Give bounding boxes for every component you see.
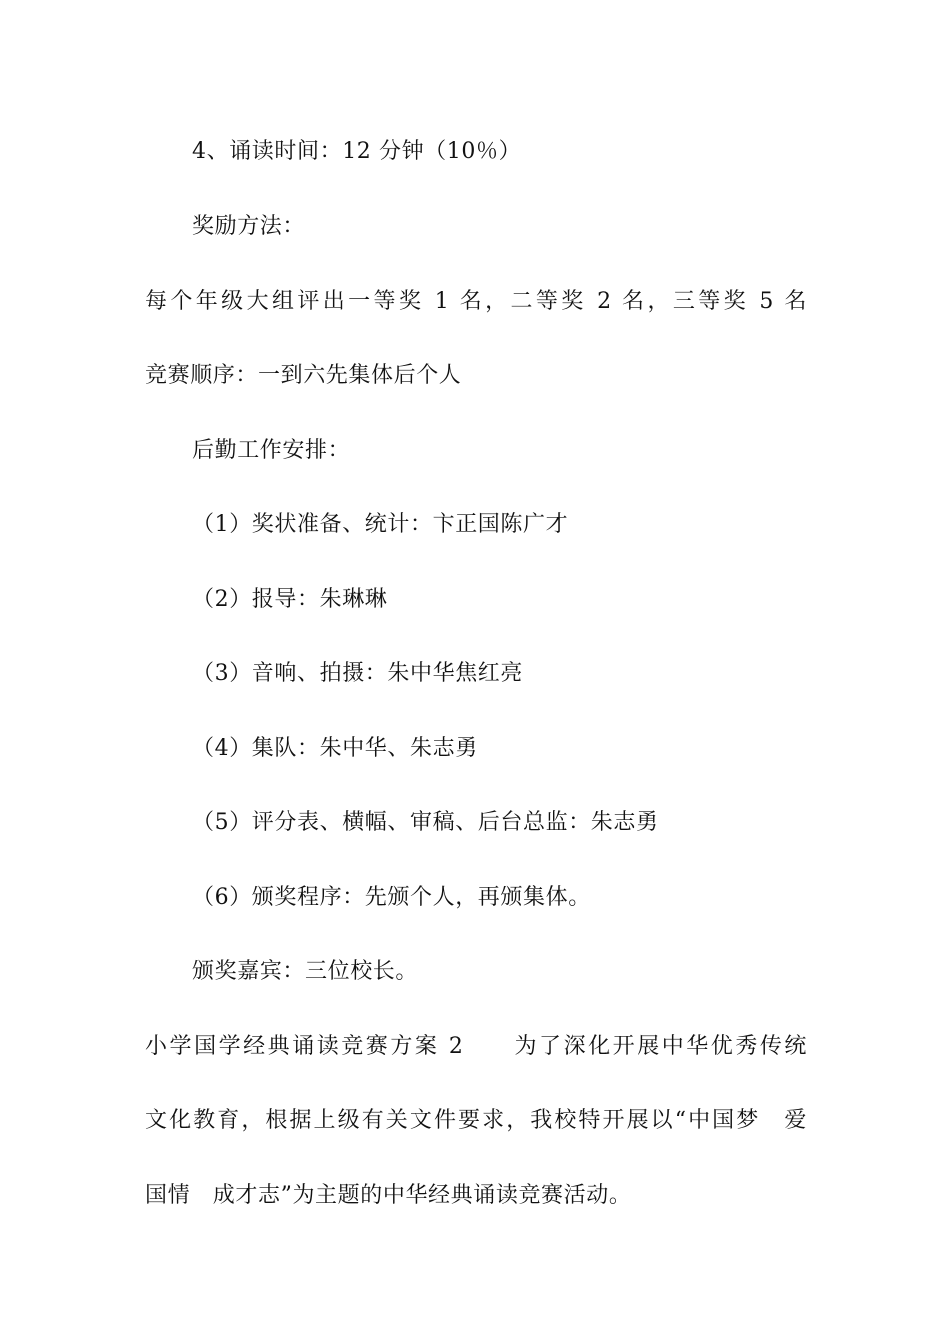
plan-2-intro-line-2: 文化教育，根据上级有关文件要求，我校特开展以“中国梦 爱 bbox=[145, 1108, 807, 1133]
logistics-item-6: （6）颁奖程序：先颁个人，再颁集体。 bbox=[192, 885, 591, 910]
plan-2-intro-line-3: 国情 成才志”为主题的中华经典诵读竞赛活动。 bbox=[145, 1183, 632, 1208]
logistics-heading: 后勤工作安排： bbox=[192, 438, 351, 463]
logistics-item-5: （5）评分表、横幅、审稿、后台总监：朱志勇 bbox=[192, 810, 659, 835]
logistics-item-4: （4）集队：朱中华、朱志勇 bbox=[192, 736, 478, 761]
award-quota-line: 每个年级大组评出一等奖 1 名，二等奖 2 名，三等奖 5 名 bbox=[145, 289, 807, 314]
plan-2-intro-line-1: 小学国学经典诵读竞赛方案 2 为了深化开展中华优秀传统 bbox=[145, 1034, 807, 1059]
logistics-item-2: （2）报导：朱琳琳 bbox=[192, 587, 388, 612]
logistics-item-1: （1）奖状准备、统计：卞正国陈广才 bbox=[192, 512, 569, 537]
contest-order-line: 竞赛顺序：一到六先集体后个人 bbox=[145, 363, 462, 388]
award-guests-line: 颁奖嘉宾：三位校长。 bbox=[192, 959, 419, 984]
logistics-item-3: （3）音响、拍摄：朱中华焦红亮 bbox=[192, 661, 523, 686]
award-method-heading: 奖励方法： bbox=[192, 214, 306, 239]
reading-time-line: 4、诵读时间：12 分钟（10％） bbox=[192, 139, 522, 164]
